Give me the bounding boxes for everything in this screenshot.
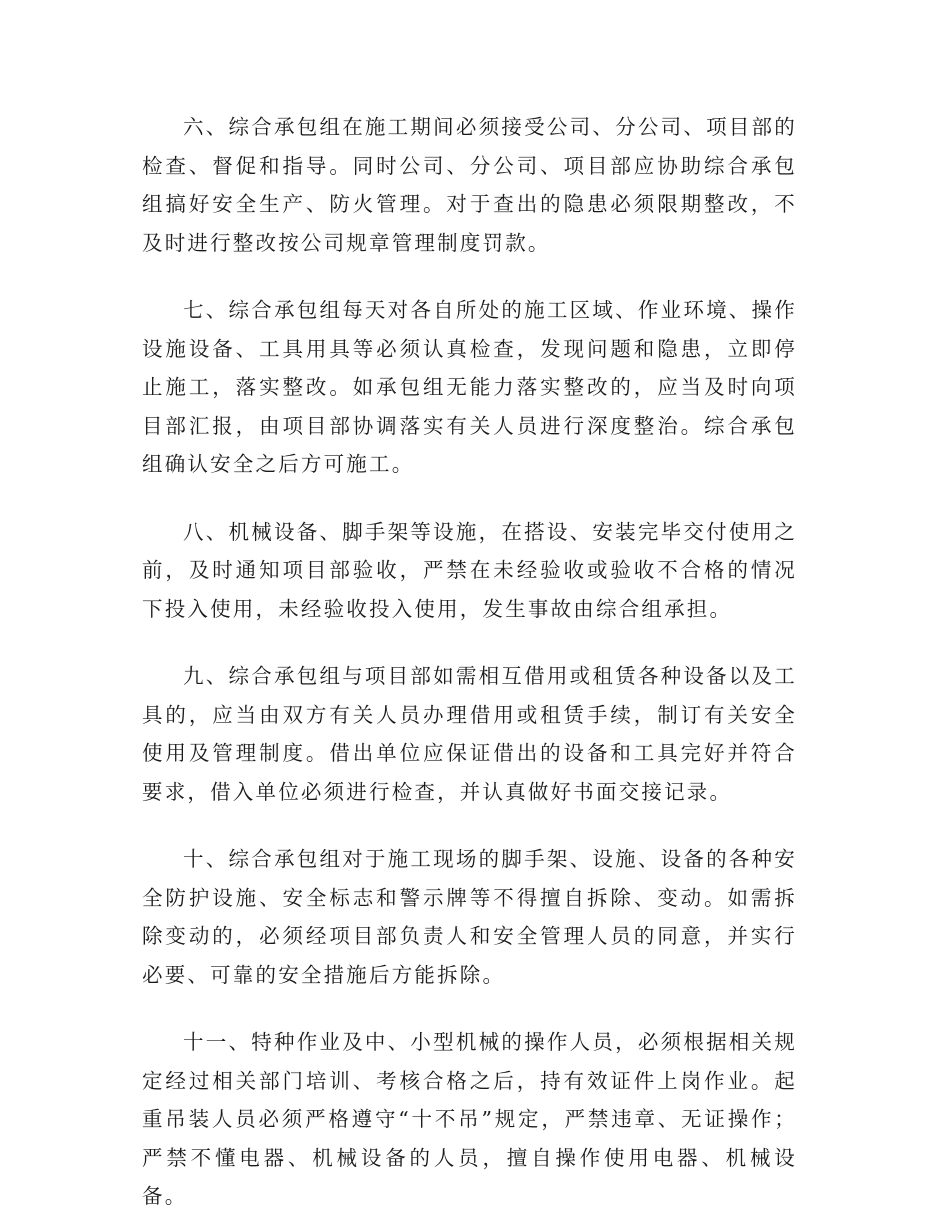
paragraph-item-10: 十、综合承包组对于施工现场的脚手架、设施、设备的各种安全防护设施、安全标志和警示牌等不得擅自拆除、变动。如需拆除变动的，必须经项目部负责人和安全管理人员的同意，并实行必要、可靠的安全措施后方能拆除。: [142, 847, 797, 987]
document-body: [142, 108, 797, 1216]
paragraph-item-8: 八、机械设备、脚手架等设施，在搭设、安装完毕交付使用之前，及时通知项目部验收，严禁在未经验收或验收不合格的情况下投入使用，未经验收投入使用，发生事故由综合组承担。: [142, 519, 797, 621]
paragraph-item-9: 九、综合承包组与项目部如需相互借用或租赁各种设备以及工具的，应当由双方有关人员办理借用或租赁手续，制订有关安全使用及管理制度。借出单位应保证借出的设备和工具完好并符合要求，借入单位必须进行检查，并认真做好书面交接记录。: [142, 664, 797, 804]
paragraph-item-7: 七、综合承包组每天对各自所处的施工区域、作业环境、操作设施设备、工具用具等必须认真检查，发现问题和隐患，立即停止施工，落实整改。如承包组无能力落实整改的，应当及时向项目部汇报，由项目部协调落实有关人员进行深度整治。综合承包组确认安全之后方可施工。: [142, 298, 797, 476]
paragraph-item-6: 六、综合承包组在施工期间必须接受公司、分公司、项目部的检查、督促和指导。同时公司、分公司、项目部应协助综合承包组搞好安全生产、防火管理。对于查出的隐患必须限期整改，不及时进行整改按公司规章管理制度罚款。: [142, 115, 797, 255]
paragraph-item-11: 十一、特种作业及中、小型机械的操作人员，必须根据相关规定经过相关部门培训、考核合格之后，持有效证件上岗作业。起重吊装人员必须严格遵守“十不吊”规定，严禁违章、无证操作；严禁不懂电器、机械设备的人员，擅自操作使用电器、机械设备。: [142, 1030, 797, 1208]
